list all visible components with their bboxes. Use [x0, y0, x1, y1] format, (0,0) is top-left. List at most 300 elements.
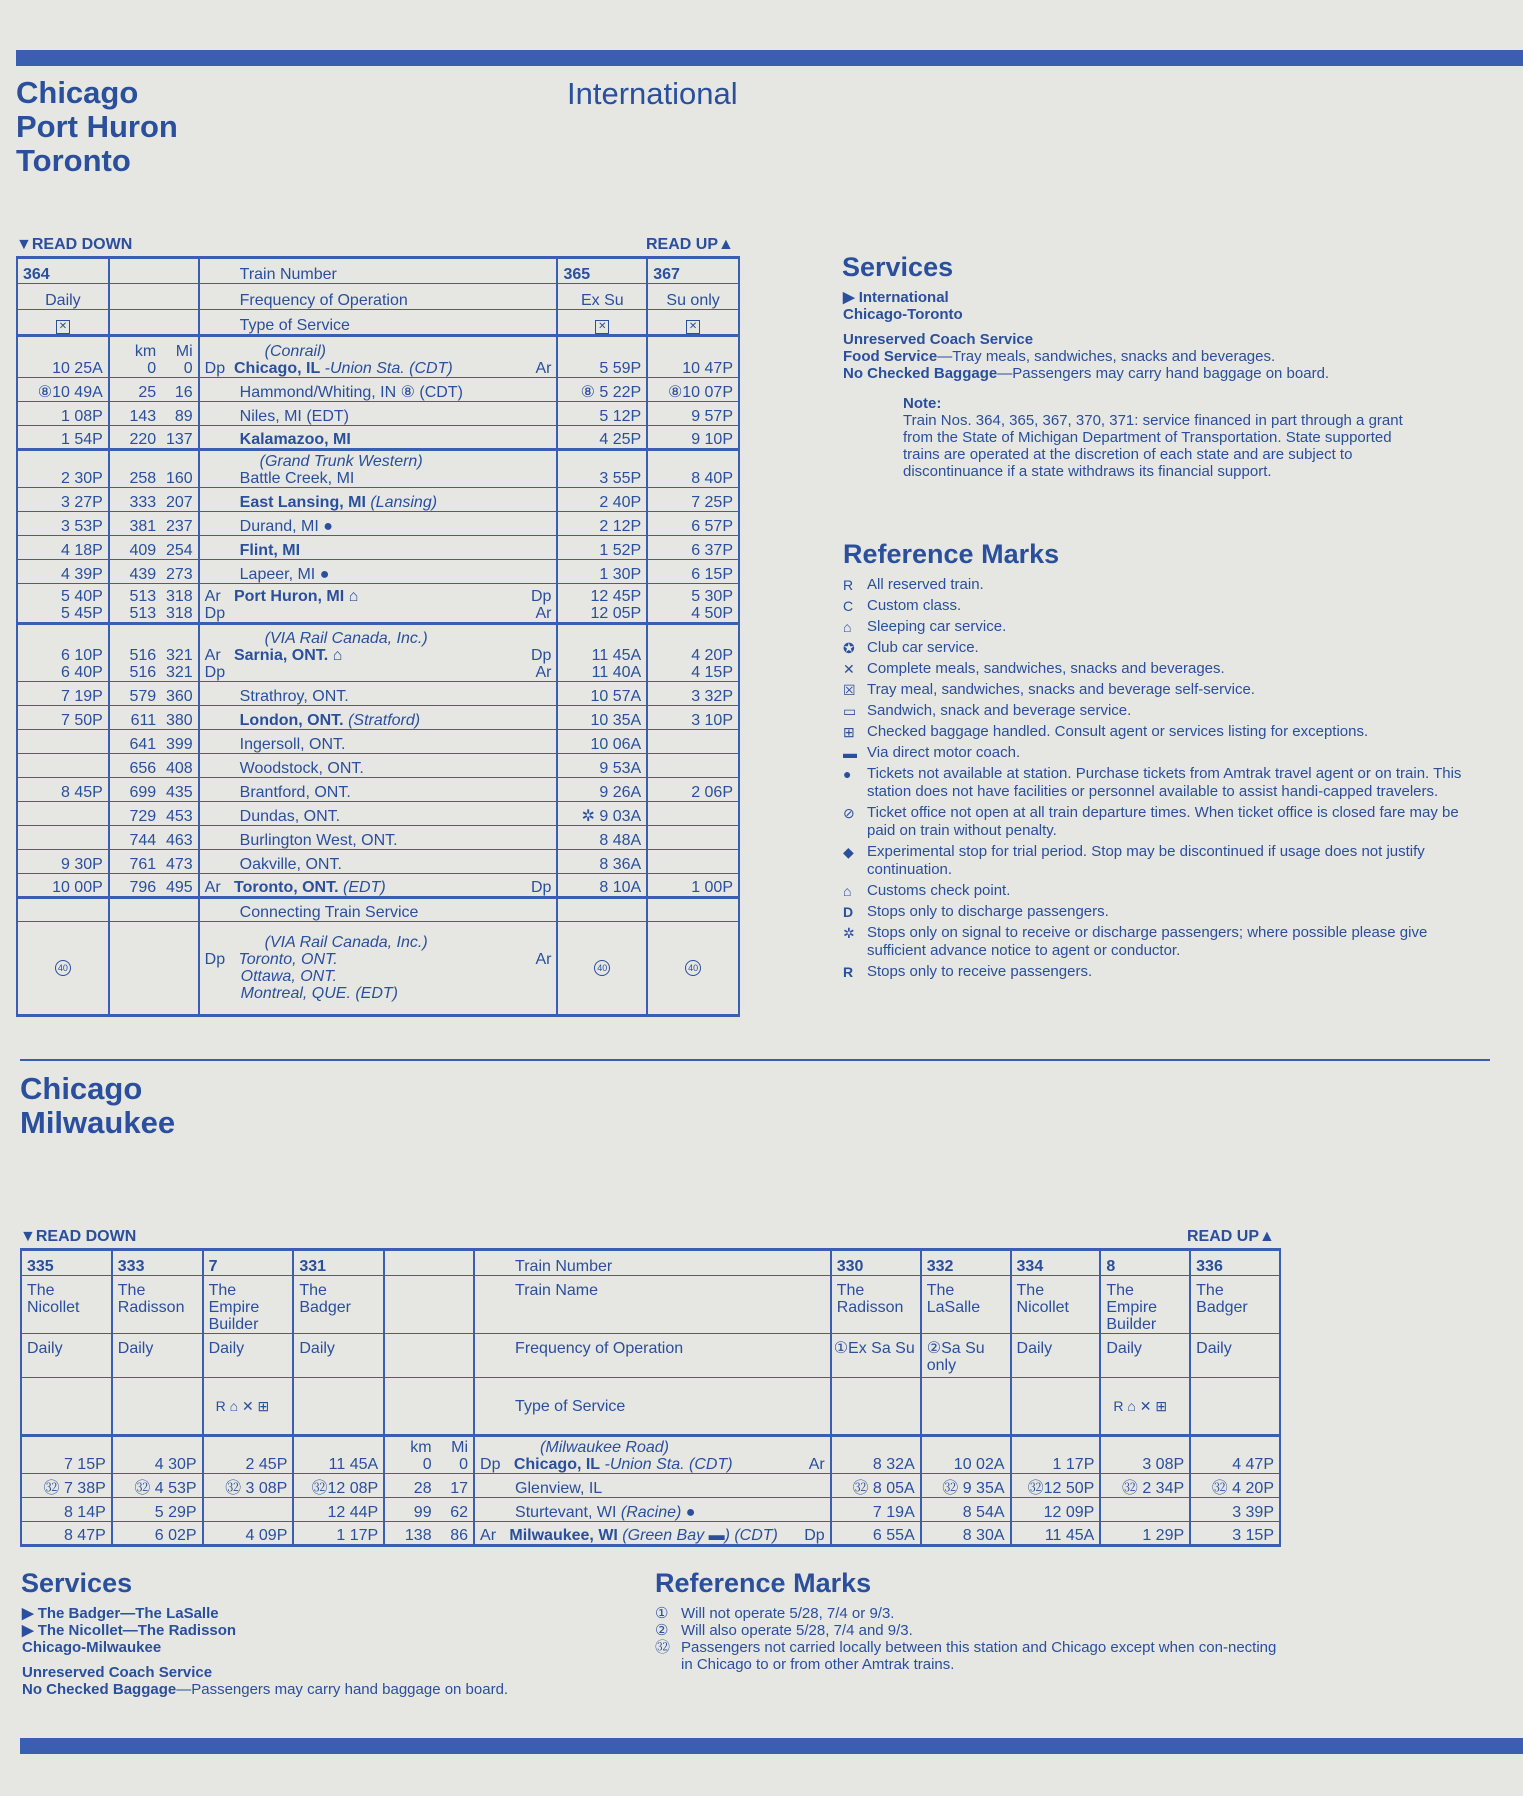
- time-cell: ⑧ 5 22P: [557, 378, 647, 402]
- time-cell: 6 40P: [60, 664, 103, 681]
- ref-text: Customs check point.: [867, 882, 1011, 899]
- railroad-note: (VIA Rail Canada, Inc.): [264, 630, 428, 647]
- time-cell: 3 53P: [17, 512, 109, 536]
- mi-cell: 321: [165, 647, 193, 664]
- ref-text: Will not operate 5/28, 7/4 or 9/3.: [681, 1605, 895, 1622]
- ref-item: [843, 639, 1473, 657]
- station-name: Ottawa, ONT.: [240, 968, 337, 985]
- time-cell: [647, 802, 739, 826]
- train-frequency: Daily: [21, 1334, 112, 1378]
- flag-stop-icon: ✲: [843, 925, 855, 941]
- note-block: [903, 395, 1423, 480]
- tray-meal-icon: ✕: [56, 320, 70, 334]
- time-cell: 11 40A: [591, 664, 642, 681]
- arrow-right-icon: ▶: [22, 1622, 34, 1639]
- circled-2-icon: ②: [655, 1622, 669, 1639]
- time-cell: 11 45A: [1011, 1522, 1101, 1546]
- tray-meal-icon: ☒: [843, 682, 856, 698]
- train-334: 334: [1011, 1250, 1101, 1276]
- station-name: Oakville, ONT.: [199, 850, 558, 874]
- train-336: 336: [1190, 1250, 1280, 1276]
- service-train-pair: The Nicollet—The Radisson: [37, 1622, 237, 1639]
- mi-cell: 0: [459, 1456, 469, 1473]
- mi-cell: 380: [165, 712, 193, 729]
- connecting-service: Connecting Train Service: [199, 898, 558, 922]
- time-cell: 6 15P: [647, 560, 739, 584]
- train-name: The Empire Builder: [203, 1276, 294, 1334]
- station-name: Chicago, IL: [513, 1456, 601, 1473]
- ref-item: [843, 576, 1473, 594]
- services-heading: Services: [842, 252, 954, 282]
- ref-text: All reserved train.: [867, 576, 984, 593]
- km-cell: 138: [404, 1527, 432, 1544]
- mi-cell: 399: [165, 736, 193, 753]
- sleeping-car-icon: ⌂: [843, 619, 852, 635]
- mi-cell: 273: [165, 566, 193, 583]
- time-cell: [17, 754, 109, 778]
- railroad-note: (VIA Rail Canada, Inc.): [264, 934, 428, 951]
- km-cell: 333: [129, 494, 157, 511]
- arrow-right-icon: ▶: [22, 1605, 34, 1622]
- mi-cell: 62: [450, 1504, 469, 1521]
- time-cell: ⑧10 07P: [647, 378, 739, 402]
- reference-mark-40: 40: [55, 960, 71, 976]
- mi-cell: 473: [165, 856, 193, 873]
- custom-class-icon: C: [843, 598, 854, 614]
- time-cell: [647, 826, 739, 850]
- complete-meals-icon: ✕: [843, 661, 855, 677]
- ar-flag: Ar: [535, 664, 552, 681]
- ref-text: Stops only on signal to receive or discharge passengers; where possible please give sufficient advance notice to agent or conductor.: [867, 924, 1428, 959]
- club-car-icon: ✪: [843, 640, 855, 656]
- time-cell: 8 36A: [557, 850, 647, 874]
- km-cell: 729: [129, 808, 157, 825]
- train-330: 330: [831, 1250, 921, 1276]
- ref-item: [655, 1622, 1285, 1639]
- tray-meal-icon: ✕: [686, 320, 700, 334]
- train-frequency: Daily: [1100, 1334, 1190, 1378]
- time-cell: ㉜12 50P: [1011, 1474, 1101, 1498]
- km-cell: 656: [129, 760, 157, 777]
- time-cell: 3 08P: [1100, 1436, 1190, 1474]
- km-header: km: [134, 343, 157, 360]
- station-name: Brantford, ONT.: [199, 778, 558, 802]
- km-cell: 641: [129, 736, 157, 753]
- route-tag: International: [858, 289, 949, 306]
- km-cell: 258: [129, 470, 157, 487]
- railroad-note: (Grand Trunk Western): [259, 453, 423, 470]
- time-cell: 5 40P: [60, 588, 103, 605]
- baggage-text: —Passengers may carry hand baggage on board.: [997, 365, 1330, 382]
- station-sub: (Racine) ●: [616, 1504, 696, 1521]
- tray-meal-icon: ✕: [595, 320, 609, 334]
- station-sub: (Stratford): [343, 712, 421, 729]
- diamond-icon: ◆: [843, 844, 854, 860]
- checked-baggage-icon: ⊞: [843, 724, 855, 740]
- time-cell: 4 15P: [691, 664, 733, 681]
- time-cell: 9 53A: [557, 754, 647, 778]
- ref-text: Passengers not carried locally between this station and Chicago except when con-necting in Chicago to or from other Amtrak trains.: [681, 1639, 1277, 1673]
- time-cell: 3 32P: [647, 682, 739, 706]
- ref-text: Experimental stop for trial period. Stop may be discontinued if usage does not justify continuation.: [867, 843, 1425, 878]
- train-frequency: Daily: [112, 1334, 203, 1378]
- time-cell: 2 12P: [557, 512, 647, 536]
- reference-marks-list-2: [655, 1605, 1285, 1673]
- dp-flag: Dp: [804, 1527, 825, 1544]
- time-cell: 8 45P: [17, 778, 109, 802]
- time-cell: 4 20P: [691, 647, 733, 664]
- time-cell: ㉜ 3 08P: [203, 1474, 294, 1498]
- mi-cell: 89: [174, 408, 193, 425]
- ref-item: [843, 765, 1473, 801]
- services-heading-2: Services: [21, 1568, 133, 1598]
- dp-flag: Dp: [204, 951, 226, 968]
- mi-header: Mi: [451, 1439, 469, 1456]
- reserved-icon: R: [843, 577, 854, 593]
- ref-text: Stops only to receive passengers.: [867, 963, 1093, 980]
- station-name: Lapeer, MI ●: [199, 560, 558, 584]
- circled-1-icon: ①: [655, 1605, 669, 1622]
- station-name: London, ONT.: [239, 712, 344, 729]
- km-cell: 143: [129, 408, 157, 425]
- time-cell: 10 00P: [17, 874, 109, 898]
- dp-flag: Dp: [530, 647, 552, 664]
- km-cell: 699: [129, 784, 157, 801]
- circled-52-icon: ㉜: [655, 1639, 671, 1656]
- station-name: Montreal, QUE. (EDT): [240, 985, 398, 1002]
- time-cell: 11 45A: [591, 647, 642, 664]
- ar-flag: Ar: [204, 879, 221, 896]
- time-cell: ㉜ 4 53P: [112, 1474, 203, 1498]
- time-cell: 9 57P: [647, 402, 739, 426]
- dp-flag: Dp: [530, 588, 552, 605]
- station-name: Chicago, IL: [233, 360, 321, 377]
- time-cell: 3 27P: [17, 488, 109, 512]
- mi-cell: 463: [165, 832, 193, 849]
- km-cell: 761: [129, 856, 157, 873]
- service-train-pair: The Badger—The LaSalle: [37, 1605, 219, 1622]
- train-367: 367: [647, 258, 739, 284]
- time-cell: ✲ 9 03A: [557, 802, 647, 826]
- dp-flag: Dp: [480, 1456, 501, 1473]
- read-up-label: READ UP▲: [646, 236, 734, 253]
- time-cell: [17, 730, 109, 754]
- reference-marks-heading-2: Reference Marks: [655, 1568, 872, 1598]
- reference-mark-40: 40: [685, 960, 701, 976]
- ref-item: [843, 723, 1473, 741]
- time-cell: 5 29P: [112, 1498, 203, 1522]
- station-name: Toronto, ONT.: [233, 879, 339, 896]
- section-divider: [20, 1059, 1490, 1061]
- time-cell: 6 37P: [647, 536, 739, 560]
- time-cell: 5 59P: [557, 336, 647, 378]
- hdr-type-of-service: Type of Service: [474, 1378, 831, 1436]
- route-title-line: Port Huron: [16, 109, 178, 144]
- services-block: [843, 289, 1403, 382]
- station-name: Battle Creek, MI: [239, 470, 355, 487]
- train-364: 364: [17, 258, 109, 284]
- read-down-label: ▼READ DOWN: [16, 236, 133, 253]
- station-name: Sarnia, ONT. ⌂: [233, 647, 343, 664]
- station-name: Durand, MI ●: [199, 512, 558, 536]
- ref-text: Tray meal, sandwiches, snacks and beverage self-service.: [867, 681, 1255, 698]
- mi-cell: 254: [165, 542, 193, 559]
- time-cell: 1 29P: [1100, 1522, 1190, 1546]
- time-cell: 6 10P: [60, 647, 103, 664]
- top-rule: [16, 50, 1523, 66]
- ref-item: [843, 804, 1473, 840]
- food-service-text: —Tray meals, sandwiches, snacks and beverages.: [937, 348, 1276, 365]
- customs-icon: ⌂: [843, 883, 852, 899]
- time-cell: [17, 826, 109, 850]
- time-cell: [647, 850, 739, 874]
- route-name: Chicago-Toronto: [843, 306, 963, 323]
- ref-item: [655, 1605, 1285, 1622]
- time-cell: 4 18P: [17, 536, 109, 560]
- km-cell: 99: [413, 1504, 432, 1521]
- time-cell: 4 47P: [1190, 1436, 1280, 1474]
- time-cell: 1 08P: [17, 402, 109, 426]
- time-cell: [17, 802, 109, 826]
- time-cell: 8 54A: [921, 1498, 1011, 1522]
- read-up-label: READ UP▲: [1187, 1228, 1275, 1245]
- train-331: 331: [293, 1250, 384, 1276]
- train-8: 8: [1100, 1250, 1190, 1276]
- station-name: Flint, MI: [199, 536, 558, 560]
- time-cell: 3 15P: [1190, 1522, 1280, 1546]
- time-cell: 4 50P: [691, 605, 733, 622]
- time-cell: ㉜ 9 35A: [921, 1474, 1011, 1498]
- km-cell: 220: [129, 431, 157, 448]
- ticket-office-icon: ⊘: [843, 805, 855, 821]
- time-cell: 8 14P: [21, 1498, 112, 1522]
- route-title-line: Toronto: [16, 143, 131, 178]
- train-name: The Badger: [1190, 1276, 1280, 1334]
- mi-cell: 495: [165, 879, 193, 896]
- station-name: Port Huron, MI ⌂: [233, 588, 359, 605]
- time-cell: 1 17P: [1011, 1436, 1101, 1474]
- time-cell: 2 06P: [647, 778, 739, 802]
- timetable-chicago-milwaukee: [20, 1248, 1281, 1547]
- time-cell: 12 44P: [293, 1498, 384, 1522]
- hdr-frequency: Frequency of Operation: [199, 284, 558, 310]
- km-cell: 611: [130, 712, 157, 729]
- route-name: Chicago-Milwaukee: [22, 1639, 162, 1656]
- ref-item: [843, 963, 1473, 981]
- train-name: The Empire Builder: [1100, 1276, 1190, 1334]
- time-cell: 10 25A: [17, 336, 109, 378]
- bullet-icon: ●: [843, 766, 852, 782]
- station-name: Glenview, IL: [474, 1474, 831, 1498]
- time-cell: 7 19A: [831, 1498, 921, 1522]
- coach-service: Unreserved Coach Service: [22, 1664, 213, 1681]
- time-cell: 3 39P: [1190, 1498, 1280, 1522]
- time-cell: 3 55P: [557, 450, 647, 488]
- time-cell: 7 19P: [17, 682, 109, 706]
- route-title-2: [20, 1072, 175, 1140]
- km-cell: 409: [129, 542, 157, 559]
- ar-flag: Ar: [535, 360, 552, 377]
- time-cell: 1 00P: [647, 874, 739, 898]
- coach-service: Unreserved Coach Service: [843, 331, 1034, 348]
- time-cell: [1100, 1498, 1190, 1522]
- ref-text: Will also operate 5/28, 7/4 and 9/3.: [681, 1622, 913, 1639]
- food-service-label: Food Service: [843, 348, 938, 365]
- station-name: Toronto, ONT.: [238, 951, 338, 968]
- mi-cell: 207: [165, 494, 193, 511]
- train-332: 332: [921, 1250, 1011, 1276]
- train-7: 7: [203, 1250, 294, 1276]
- mi-cell: 160: [165, 470, 193, 487]
- time-cell: 1 54P: [17, 426, 109, 450]
- train-frequency: Daily: [293, 1334, 384, 1378]
- km-cell: 439: [129, 566, 157, 583]
- ref-text: Custom class.: [867, 597, 962, 614]
- mi-cell: 0: [183, 360, 193, 377]
- train-name: The Nicollet: [1011, 1276, 1101, 1334]
- time-cell: [203, 1498, 294, 1522]
- freq-367: Su only: [647, 284, 739, 310]
- ref-text: Club car service.: [867, 639, 979, 656]
- bottom-rule: [20, 1738, 1523, 1754]
- ar-flag: Ar: [204, 588, 221, 605]
- train-name: The Radisson: [112, 1276, 203, 1334]
- time-cell: 1 17P: [293, 1522, 384, 1546]
- mi-cell: 318: [165, 588, 193, 605]
- station-name: Hammond/Whiting, IN ⑧ (CDT): [199, 378, 558, 402]
- station-sub: -Union Sta. (CDT): [320, 360, 453, 377]
- freq-365: Ex Su: [557, 284, 647, 310]
- hdr-type-of-service: Type of Service: [199, 310, 558, 336]
- time-cell: 7 15P: [21, 1436, 112, 1474]
- hdr-frequency: Frequency of Operation: [474, 1334, 831, 1378]
- time-cell: 2 45P: [203, 1436, 294, 1474]
- km-cell: 516: [129, 647, 157, 664]
- receive-icon: R: [843, 964, 854, 980]
- motor-coach-icon: ▬: [843, 745, 857, 761]
- discharge-icon: D: [843, 904, 854, 920]
- time-cell: 2 30P: [17, 450, 109, 488]
- train-335: 335: [21, 1250, 112, 1276]
- train-365: 365: [557, 258, 647, 284]
- km-cell: 579: [129, 688, 157, 705]
- time-cell: 3 10P: [647, 706, 739, 730]
- railroad-note: (Milwaukee Road): [540, 1439, 669, 1456]
- ref-text: Sleeping car service.: [867, 618, 1007, 635]
- station-name: Strathroy, ONT.: [199, 682, 558, 706]
- railroad-note: (Conrail): [264, 343, 326, 360]
- note-label: Note:: [903, 395, 942, 412]
- mi-cell: 137: [165, 431, 193, 448]
- time-cell: [647, 754, 739, 778]
- mi-cell: 237: [165, 518, 193, 535]
- time-cell: [647, 730, 739, 754]
- station-name: East Lansing, MI: [239, 494, 366, 511]
- time-cell: 6 57P: [647, 512, 739, 536]
- ar-flag: Ar: [204, 647, 221, 664]
- time-cell: 8 47P: [21, 1522, 112, 1546]
- time-cell: 9 26A: [557, 778, 647, 802]
- ref-item: [843, 702, 1473, 720]
- station-name: Niles, MI (EDT): [199, 402, 558, 426]
- dp-flag: Dp: [204, 360, 226, 377]
- mi-cell: 17: [450, 1480, 469, 1497]
- ref-item: [843, 618, 1473, 636]
- time-cell: 10 02A: [921, 1436, 1011, 1474]
- services-block-2: [22, 1605, 508, 1698]
- ref-item: [843, 843, 1473, 879]
- dp-flag: Dp: [204, 664, 226, 681]
- ref-text: Stops only to discharge passengers.: [867, 903, 1109, 920]
- km-cell: 744: [129, 832, 157, 849]
- time-cell: 6 02P: [112, 1522, 203, 1546]
- ref-item: [655, 1639, 1285, 1673]
- ar-flag: Ar: [535, 951, 552, 968]
- arrow-right-icon: ▶: [843, 289, 855, 306]
- ar-flag: Ar: [535, 605, 552, 622]
- train-name: The LaSalle: [921, 1276, 1011, 1334]
- dp-flag: Dp: [530, 879, 552, 896]
- station-sub: (Lansing): [365, 494, 438, 511]
- train-name: The Badger: [293, 1276, 384, 1334]
- time-cell: 6 55A: [831, 1522, 921, 1546]
- service-icons: R ⌂ ✕ ⊞: [1100, 1378, 1190, 1436]
- service-icons: R ⌂ ✕ ⊞: [203, 1378, 294, 1436]
- km-cell: 796: [129, 879, 157, 896]
- ref-item: [843, 924, 1473, 960]
- baggage-label: No Checked Baggage: [22, 1681, 177, 1698]
- mi-cell: 16: [174, 384, 193, 401]
- train-name: The Radisson: [831, 1276, 921, 1334]
- station-name: Milwaukee, WI: [509, 1527, 618, 1544]
- mi-cell: 435: [165, 784, 193, 801]
- station-name: Woodstock, ONT.: [199, 754, 558, 778]
- mi-cell: 321: [165, 664, 193, 681]
- time-cell: 12 05P: [590, 605, 642, 622]
- station-sub: -Union Sta. (CDT): [600, 1456, 733, 1473]
- reference-mark-40: 40: [594, 960, 610, 976]
- time-cell: 10 06A: [557, 730, 647, 754]
- time-cell: 10 57A: [557, 682, 647, 706]
- freq-364: Daily: [17, 284, 109, 310]
- time-cell: ㉜ 2 34P: [1100, 1474, 1190, 1498]
- time-cell: 11 45A: [293, 1436, 384, 1474]
- note-text: Train Nos. 364, 365, 367, 370, 371: service financed in part through a grant from the State of Michigan Department of Transportation. State supported trains are operated at the discretion of each state and are subject to discontinuance if a state withdraws its financial support.: [903, 412, 1403, 480]
- ar-flag: Ar: [480, 1527, 497, 1544]
- ref-item: [843, 597, 1473, 615]
- time-cell: 8 30A: [921, 1522, 1011, 1546]
- ref-text: Ticket office not open at all train departure times. When ticket office is closed fare may be paid on train without penalty.: [867, 804, 1459, 839]
- ref-item: [843, 660, 1473, 678]
- train-frequency: ②Sa Su only: [921, 1334, 1011, 1378]
- hdr-train-name: Train Name: [474, 1276, 831, 1334]
- time-cell: 9 10P: [647, 426, 739, 450]
- route-title-line: Milwaukee: [20, 1105, 176, 1140]
- ref-text: Via direct motor coach.: [867, 744, 1021, 761]
- time-cell: 7 50P: [17, 706, 109, 730]
- mi-cell: 318: [165, 605, 193, 622]
- time-cell: 8 48A: [557, 826, 647, 850]
- mi-cell: 408: [165, 760, 193, 777]
- train-name: The Nicollet: [21, 1276, 112, 1334]
- station-name: Burlington West, ONT.: [199, 826, 558, 850]
- time-cell: ㉜ 4 20P: [1190, 1474, 1280, 1498]
- km-cell: 25: [138, 384, 157, 401]
- ref-item: [843, 744, 1473, 762]
- reference-marks-list: [843, 576, 1473, 984]
- time-cell: 4 25P: [557, 426, 647, 450]
- dp-flag: Dp: [204, 605, 226, 622]
